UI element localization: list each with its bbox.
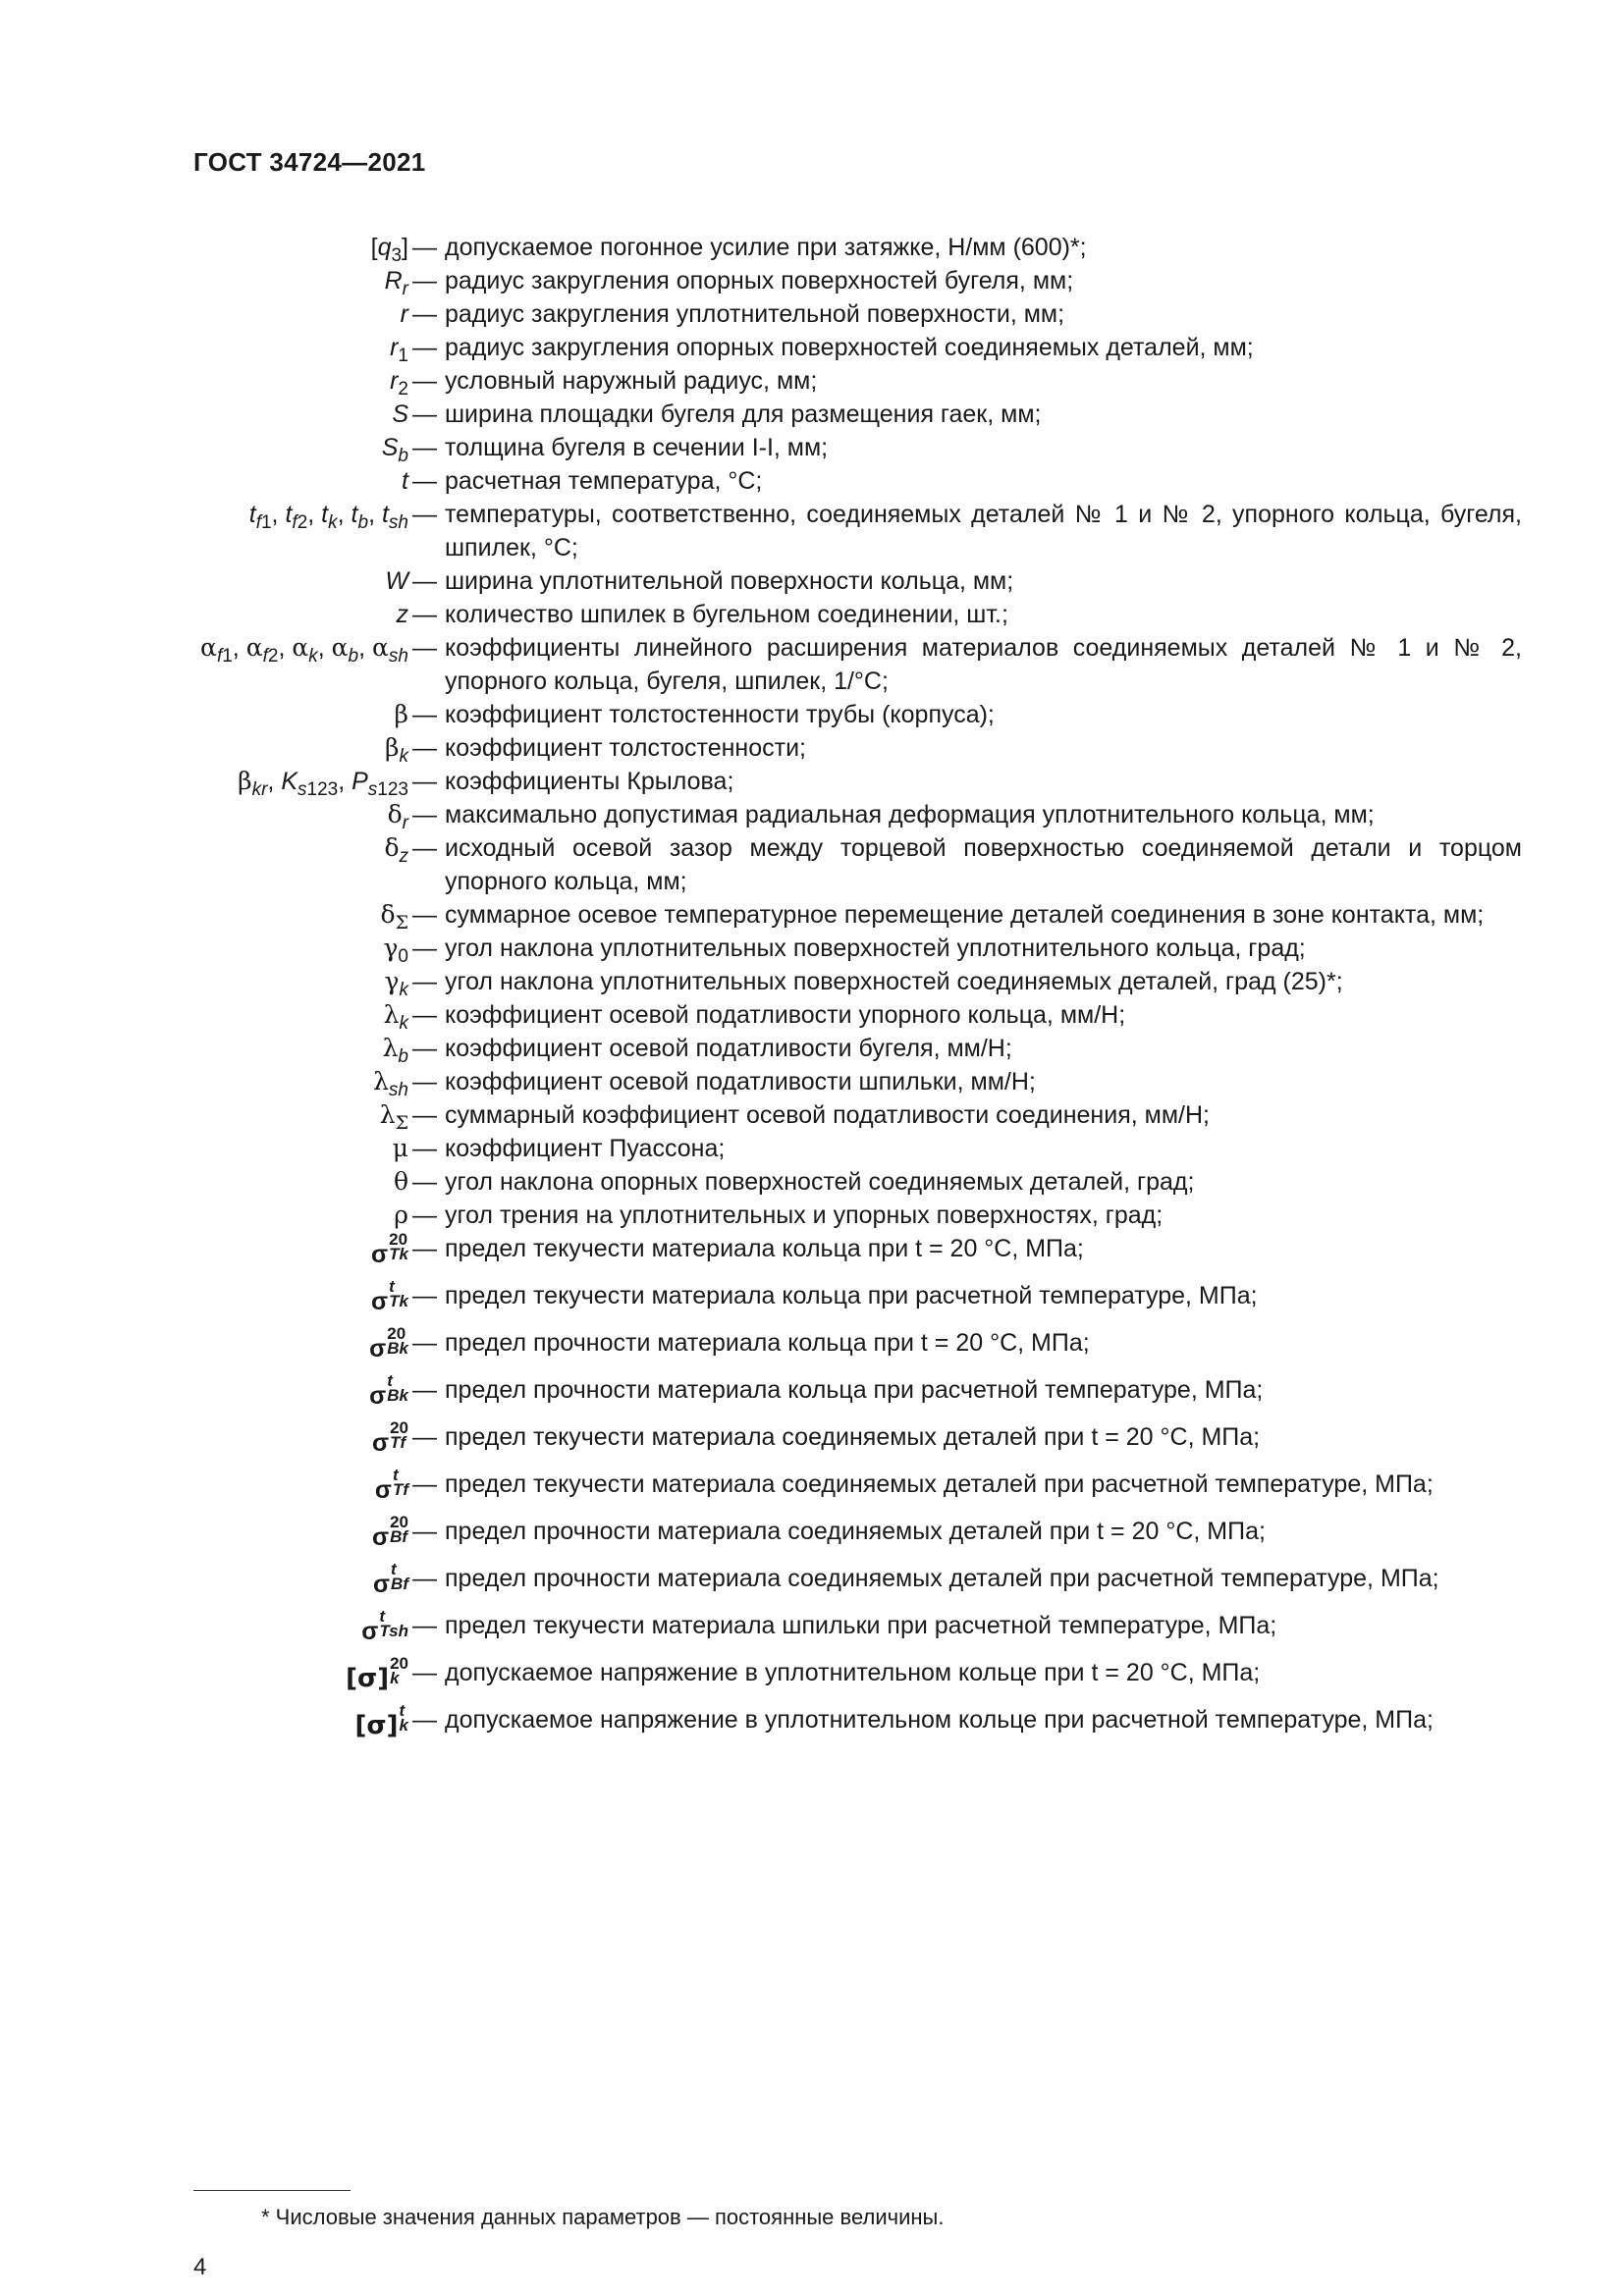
footnote-separator <box>193 2190 351 2191</box>
dash: — <box>412 1423 437 1451</box>
definition-row <box>118 1607 1522 1645</box>
symbol: $\lambda_{sh}$ <box>373 1067 408 1100</box>
definition-text: допускаемое напряжение в уплотнительном кольце при t = 20 °С, МПа; <box>445 1659 1261 1686</box>
definition-text: предел текучести материала соединяемых деталей при t = 20 °С, МПа; <box>445 1423 1261 1451</box>
definition-text: коэффициент осевой податливости упорного кольца, мм/Н; <box>445 1001 1126 1029</box>
definition-row <box>118 731 1522 765</box>
dash: — <box>412 1659 437 1686</box>
symbol: $\beta_{kr}$, $K_{s123}$, $P_{s123}$ <box>238 767 408 800</box>
symbol: σ 20 Bf <box>371 1513 408 1551</box>
definition-row <box>118 1654 1522 1693</box>
definition-row <box>118 1326 1522 1360</box>
dash: — <box>412 1612 437 1639</box>
definition-row <box>118 1701 1522 1740</box>
definition-row <box>118 498 1522 564</box>
dash: — <box>412 1135 437 1162</box>
definition-text: температуры, соответственно, соединяемых деталей № 1 и № 2, упорного кольца, бугеля, шпилек, °С; <box>445 501 1522 561</box>
definition-row <box>118 231 1522 264</box>
symbol: σ t Tk <box>371 1277 408 1315</box>
definition-row <box>118 1132 1522 1165</box>
definition-row <box>118 898 1522 932</box>
definition-text: коэффициенты линейного расширения материалов соединяемых деталей № 1 и № 2, упорного кольца, бугеля, шпилек, 1/°С; <box>445 634 1522 695</box>
definition-text: количество шпилек в бугельном соединении, шт.; <box>445 601 1008 628</box>
definition-row <box>118 1032 1522 1065</box>
symbol: ρ <box>394 1201 408 1229</box>
symbol-definitions-list <box>118 231 1522 1740</box>
symbol: W <box>385 567 408 595</box>
symbol: $\lambda_k$ <box>383 1000 408 1034</box>
definition-row <box>118 798 1522 831</box>
dash: — <box>412 734 437 762</box>
definition-text: исходный осевой зазор между торцевой поверхностью соединяемой детали и торцом упорного кольца, мм; <box>445 834 1522 895</box>
definition-row <box>118 264 1522 297</box>
definition-row <box>118 564 1522 598</box>
dash: — <box>412 1201 437 1229</box>
dash: — <box>412 1376 437 1404</box>
symbol: $\lambda_\Sigma$ <box>379 1100 408 1134</box>
symbol: $\delta_r$ <box>387 800 408 833</box>
symbol: z <box>396 601 408 628</box>
definition-row <box>118 1418 1522 1457</box>
dash: — <box>412 901 437 929</box>
dash: — <box>412 768 437 795</box>
dash: — <box>412 1706 437 1734</box>
definition-text: радиус закругления опорных поверхностей соединяемых деталей, мм; <box>445 334 1254 361</box>
definition-text: коэффициент осевой податливости бугеля, мм/Н; <box>445 1035 1012 1062</box>
definition-text: коэффициент толстостенности; <box>445 734 807 762</box>
definition-row <box>118 831 1522 898</box>
symbol: μ <box>392 1134 408 1162</box>
dash: — <box>412 334 437 361</box>
definition-row <box>118 331 1522 364</box>
dash: — <box>412 467 437 495</box>
definition-text: предел прочности материала кольца при t = 20 °С, МПа; <box>445 1329 1090 1357</box>
dash: — <box>412 1282 437 1309</box>
definition-text: расчетная температура, °С; <box>445 467 763 495</box>
definition-row <box>118 1560 1522 1598</box>
definition-text: угол наклона уплотнительных поверхностей уплотнительного кольца, град; <box>445 934 1306 962</box>
definition-text: предел прочности материала соединяемых деталей при расчетной температуре, МПа; <box>445 1565 1439 1592</box>
symbol: $\gamma_0$ <box>383 934 408 967</box>
symbol: σ t Bk <box>369 1371 408 1410</box>
dash: — <box>412 1001 437 1029</box>
definition-text: допускаемое погонное усилие при затяжке, Н/мм (600)*; <box>445 234 1087 261</box>
definition-text: допускаемое напряжение в уплотнительном кольце при расчетной температуре, МПа; <box>445 1706 1434 1734</box>
symbol: [σ] t k <box>354 1701 408 1740</box>
symbol: $t_{f1}$, $t_{f2}$, $t_k$, $t_b$, $t_{sh}$ <box>248 501 408 533</box>
definition-text: коэффициент Пуассона; <box>445 1135 726 1162</box>
definition-row <box>118 698 1522 731</box>
symbol: $\lambda_b$ <box>382 1034 408 1067</box>
definition-row <box>118 297 1522 331</box>
dash: — <box>412 1068 437 1095</box>
footnote: * Числовые значения данных параметров — постоянные величины. <box>261 2205 945 2229</box>
definition-row <box>118 631 1522 698</box>
symbol: $S_b$ <box>381 434 408 466</box>
dash: — <box>412 1565 437 1592</box>
definition-row <box>118 431 1522 464</box>
definition-row <box>118 965 1522 998</box>
definition-row <box>118 1277 1522 1315</box>
dash: — <box>412 968 437 995</box>
dash: — <box>412 634 437 662</box>
symbol: $r_1$ <box>390 334 408 366</box>
definition-text: максимально допустимая радиальная деформация уплотнительного кольца, мм; <box>445 801 1375 828</box>
symbol: σ 20 Tk <box>371 1230 408 1268</box>
symbol: $\alpha_{f1}$, $\alpha_{f2}$, $\alpha_k$, $\alpha_b$, $\alpha_{sh}$ <box>200 633 408 667</box>
symbol: σ t Tf <box>374 1466 408 1504</box>
dash: — <box>412 934 437 962</box>
definition-text: суммарный коэффициент осевой податливости соединения, мм/Н; <box>445 1101 1210 1129</box>
definition-row <box>118 464 1522 498</box>
definition-text: предел прочности материала соединяемых деталей при t = 20 °С, МПа; <box>445 1518 1266 1545</box>
dash: — <box>412 1168 437 1196</box>
dash: — <box>412 434 437 461</box>
definition-text: суммарное осевое температурное перемещение деталей соединения в зоне контакта, мм; <box>445 901 1485 929</box>
symbol: [σ] 20 k <box>346 1654 408 1693</box>
definition-row <box>118 398 1522 431</box>
symbol: S <box>392 400 408 428</box>
dash: — <box>412 1518 437 1545</box>
definition-row <box>118 1065 1522 1098</box>
dash: — <box>412 834 437 862</box>
definition-row <box>118 1098 1522 1132</box>
definition-row <box>118 1199 1522 1232</box>
definition-row <box>118 998 1522 1032</box>
definition-text: предел текучести материала соединяемых деталей при расчетной температуре, МПа; <box>445 1470 1434 1498</box>
symbol: σ t Bf <box>372 1560 408 1598</box>
definition-text: угол наклона опорных поверхностей соединяемых деталей, град; <box>445 1168 1195 1196</box>
symbol: β <box>394 700 408 728</box>
symbol: σ 20 Bk <box>369 1324 408 1362</box>
symbol: t <box>402 467 408 495</box>
definition-text: угол наклона уплотнительных поверхностей соединяемых деталей, град (25)*; <box>445 968 1343 995</box>
definition-text: предел прочности материала кольца при расчетной температуре, МПа; <box>445 1376 1264 1404</box>
symbol: $\gamma_k$ <box>384 967 408 1000</box>
dash: — <box>412 567 437 595</box>
definition-text: условный наружный радиус, мм; <box>445 367 818 395</box>
dash: — <box>412 1035 437 1062</box>
definition-row <box>118 1371 1522 1410</box>
dash: — <box>412 1470 437 1498</box>
definition-row <box>118 1165 1522 1199</box>
dash: — <box>412 701 437 728</box>
dash: — <box>412 801 437 828</box>
definition-text: радиус закругления опорных поверхностей бугеля, мм; <box>445 267 1074 294</box>
dash: — <box>412 1101 437 1129</box>
definition-text: угол трения на уплотнительных и упорных поверхностях, град; <box>445 1201 1164 1229</box>
symbol: $\beta_k$ <box>385 733 408 767</box>
dash: — <box>412 501 437 528</box>
symbol: $[q_3]$ <box>370 234 408 266</box>
definition-row <box>118 1513 1522 1551</box>
definition-text: предел текучести материала шпильки при расчетной температуре, МПа; <box>445 1612 1277 1639</box>
symbol: σ t Tsh <box>361 1607 408 1645</box>
definition-row <box>118 1466 1522 1504</box>
definition-row <box>118 765 1522 798</box>
definition-row <box>118 932 1522 965</box>
definition-text: толщина бугеля в сечении I-I, мм; <box>445 434 829 461</box>
symbol: $\delta_\Sigma$ <box>380 900 408 934</box>
definition-text: коэффициент толстостенности трубы (корпуса); <box>445 701 995 728</box>
dash: — <box>412 1329 437 1357</box>
page-number: 4 <box>193 2254 207 2280</box>
dash: — <box>412 400 437 428</box>
definition-text: ширина площадки бугеля для размещения гаек, мм; <box>445 400 1042 428</box>
page-header-title: ГОСТ 34724—2021 <box>193 147 426 177</box>
symbol: σ 20 Tf <box>371 1418 408 1457</box>
definition-text: ширина уплотнительной поверхности кольца, мм; <box>445 567 1014 595</box>
symbol: $r_2$ <box>390 367 408 400</box>
definition-text: коэффициент осевой податливости шпильки, мм/Н; <box>445 1068 1036 1095</box>
symbol: θ <box>393 1167 408 1196</box>
symbol: $R_r$ <box>384 267 408 299</box>
dash: — <box>412 267 437 294</box>
definition-text: предел текучести материала кольца при t = 20 °С, МПа; <box>445 1235 1084 1262</box>
definition-text: коэффициенты Крылова; <box>445 768 734 795</box>
symbol: $\delta_z$ <box>384 833 408 867</box>
dash: — <box>412 601 437 628</box>
definition-row <box>118 598 1522 631</box>
dash: — <box>412 367 437 395</box>
definition-text: радиус закругления уплотнительной поверхности, мм; <box>445 300 1065 328</box>
symbol: r <box>400 300 408 328</box>
dash: — <box>412 234 437 261</box>
dash: — <box>412 300 437 328</box>
definition-text: предел текучести материала кольца при расчетной температуре, МПа; <box>445 1282 1258 1309</box>
dash: — <box>412 1235 437 1262</box>
definition-row <box>118 364 1522 398</box>
definition-row <box>118 1230 1522 1268</box>
